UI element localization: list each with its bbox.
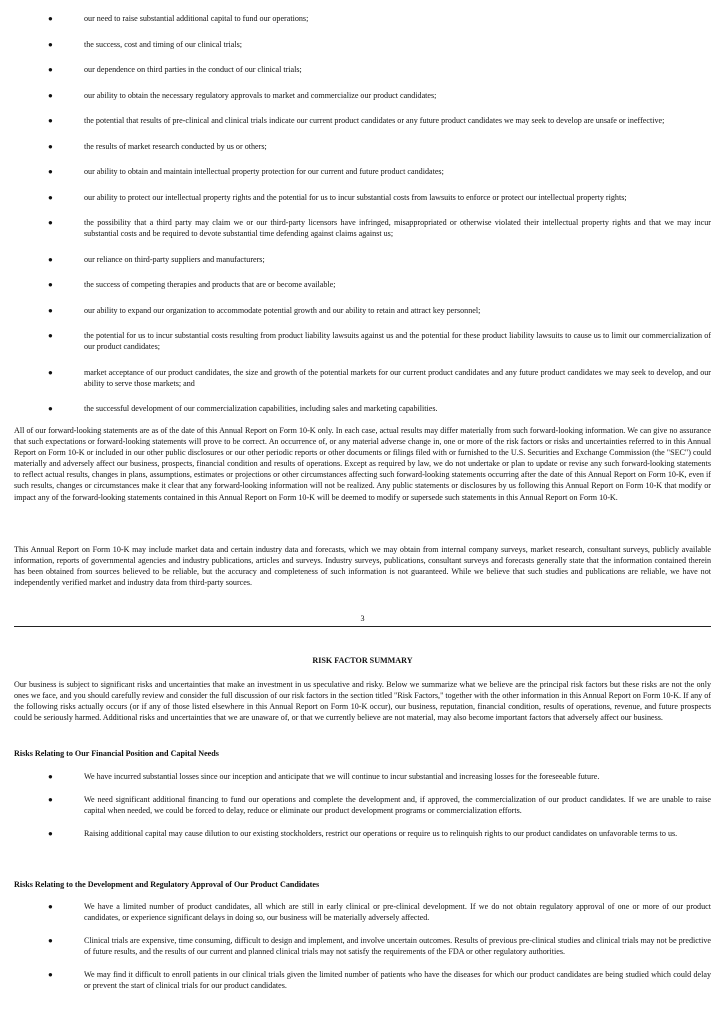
risk-summary-title: RISK FACTOR SUMMARY — [312, 656, 413, 665]
forward-looking-bullet-item — [14, 192, 711, 203]
forward-looking-bullet-text: our ability to expand our organization to accommodate potential growth and our ability to retain and attract key personnel; — [84, 305, 481, 315]
forward-looking-bullet-text: the success, cost and timing of our clinical trials; — [84, 39, 243, 49]
bullet-icon: ● — [48, 305, 53, 315]
page-break-rule — [14, 626, 711, 627]
bullet-icon: ● — [48, 772, 53, 781]
forward-looking-bullet-item — [14, 64, 711, 75]
development-risk-bullet-text: We have a limited number of product candidates, all which are still in early clinical or pre-clinical development. If we do not obtain regulatory approval of one or more of our product candidates, or experience significant delays in doing so, our business will be materially adversely affected. — [84, 902, 711, 922]
forward-looking-bullet-text: the potential for us to incur substantial costs resulting from product liability lawsuits against us and the potential for these product liability lawsuits to cause us to limit our commercialization of our product candidates; — [84, 331, 711, 351]
section-heading-development: Risks Relating to the Development and Regulatory Approval of Our Product Candidates — [14, 880, 320, 889]
bullet-icon: ● — [48, 218, 53, 227]
financial-risk-bullet-text: We need significant additional financing to fund our operations and complete the development and, if approved, the commercialization of our product candidates. If we are unable to raise capital when needed, we could be forced to delay, reduce or eliminate our product development programs or commercialization efforts. — [84, 795, 711, 815]
bullet-icon: ● — [48, 39, 53, 49]
forward-looking-bullet-text: the potential that results of pre-clinical and clinical trials indicate our current product candidates or any future product candidates we may seek to develop are unsafe or ineffective; — [84, 116, 665, 125]
forward-looking-bullet-text: the possibility that a third party may claim we or our third-party licensors have infringed, misappropriated or otherwise violated their intellectual property rights and that we may incur substantial costs and be required to devote substantial time defending against claims against us; — [84, 218, 711, 238]
forward-looking-bullet-item — [14, 279, 711, 290]
bullet-icon: ● — [48, 970, 53, 979]
forward-looking-bullet-item — [14, 115, 711, 126]
forward-looking-bullet-text: the successful development of our commercialization capabilities, including sales and marketing capabilities. — [84, 404, 438, 413]
forward-looking-bullet-item — [14, 217, 711, 239]
development-risk-bullet-text: Clinical trials are expensive, time consuming, difficult to design and implement, and involve uncertain outcomes. Results of previous pre-clinical studies and clinical trials may not be predictive of future results, and the results of our current and planned clinical trials may not satisfy the requirements of the FDA or other regulatory authorities. — [84, 936, 711, 956]
bullet-icon: ● — [48, 902, 53, 911]
financial-risk-bullet-item — [14, 828, 711, 839]
bullet-icon: ● — [48, 90, 53, 100]
section-heading-financial: Risks Relating to Our Financial Position and Capital Needs — [14, 749, 219, 758]
risk-summary-intro: Our business is subject to significant risks and uncertainties that make an investment in us speculative and risky. Below we summarize what we believe are the principal risk factors but these risks are not the only ones we face, and you should carefully review and consider the full discussion of our risk factors in the section titled "Risk Factors," together with the other information in this Annual Report on Form 10-K. If any of the following risks actually occurs (or if any of those listed elsewhere in this Annual Report on Form 10-K occur), our business, reputation, financial condition, results of operations, revenue, and future prospects could be seriously harmed. Additional risks and uncertainties that we are unaware of, or that we currently believe are not material, may also become important factors that adversely affect our business. — [14, 680, 711, 723]
bullet-icon: ● — [48, 795, 53, 804]
forward-looking-bullet-item — [14, 141, 711, 152]
forward-looking-bullet-text: our dependence on third parties in the conduct of our clinical trials; — [84, 65, 302, 74]
bullet-icon: ● — [48, 404, 53, 413]
forward-looking-bullet-item — [14, 403, 711, 414]
bullet-icon: ● — [48, 936, 53, 945]
forward-looking-bullet-list — [14, 13, 711, 429]
forward-looking-bullet-text: the success of competing therapies and products that are or become available; — [84, 280, 336, 289]
bullet-icon: ● — [48, 141, 53, 151]
development-risk-bullet-item — [14, 935, 711, 957]
forward-looking-bullet-item — [14, 39, 711, 50]
development-risk-bullet-text: We may find it difficult to enroll patients in our clinical trials given the limited number of patients who have the diseases for which our product candidates are being studied which could delay or prevent the start of clinical trials for our product candidates. — [84, 970, 711, 990]
forward-looking-bullet-item — [14, 367, 711, 389]
bullet-icon: ● — [48, 254, 53, 264]
financial-risk-list — [14, 771, 711, 851]
forward-looking-bullet-item — [14, 90, 711, 101]
forward-looking-bullet-text: our need to raise substantial additional capital to fund our operations; — [84, 14, 309, 23]
forward-looking-bullet-text: our ability to obtain the necessary regulatory approvals to market and commercialize our product candidates; — [84, 90, 437, 100]
market-data-paragraph: This Annual Report on Form 10-K may include market data and certain industry data and forecasts, which we may obtain from internal company surveys, market research, consultant surveys, publicly available information, reports of governmental agencies and industry publications, articles and surveys. Industry surveys, publications, consultant surveys and forecasts generally state that the information contained therein has been obtained from sources believed to be reliable, but the accuracy and completeness of such information is not guaranteed. While we believe that such studies and publications are reliable, we have not independently verified market and industry data from third-party sources. — [14, 545, 711, 588]
forward-looking-bullet-item — [14, 305, 711, 316]
bullet-icon: ● — [48, 116, 53, 125]
financial-risk-bullet-item — [14, 794, 711, 816]
bullet-icon: ● — [48, 829, 53, 838]
development-risk-list — [14, 901, 711, 1003]
forward-looking-bullet-text: market acceptance of our product candidates, the size and growth of the potential markets for our current product candidates and any future product candidates we may seek to develop, and our ability to serve those markets; and — [84, 367, 711, 388]
development-risk-bullet-item — [14, 901, 711, 923]
bullet-icon: ● — [48, 65, 53, 74]
financial-risk-bullet-text: Raising additional capital may cause dilution to our existing stockholders, restrict our operations or require us to relinquish rights to our product candidates on unfavorable terms to us. — [84, 829, 678, 838]
bullet-icon: ● — [48, 167, 53, 176]
forward-looking-paragraph: All of our forward-looking statements are as of the date of this Annual Report on Form 10-K only. In each case, actual results may differ materially from such forward-looking information. We can give no assurance that such expectations or forward-looking statements will prove to be correct. An occurrence of, or any material adverse change in, one or more of the risk factors or risks and uncertainties referred to in this Annual Report on Form 10-K or included in our other public disclosures or our other periodic reports or other documents or filings filed with or furnished to the U.S. Securities and Exchange Commission (the "SEC") could materially and adversely affect our business, prospects, financial condition and results of operations. Except as required by law, we do not undertake or plan to update or revise any such forward-looking statements to reflect actual results, changes in plans, assumptions, estimates or projections or other circumstances affecting such forward-looking statements occurring after the date of this Annual Report on Form 10-K, even if such results, changes or circumstances make it clear that any forward-looking information will not be realized. Any public statements or disclosures by us following this Annual Report on Form 10-K that modify or impact any of the forward-looking statements contained in this Annual Report on Form 10-K will be deemed to modify or supersede such statements in this Annual Report on Form 10-K. — [14, 426, 711, 502]
bullet-icon: ● — [48, 367, 53, 377]
bullet-icon: ● — [48, 280, 53, 289]
bullet-icon: ● — [48, 192, 53, 202]
forward-looking-bullet-text: our ability to obtain and maintain intellectual property protection for our current and future product candidates; — [84, 167, 444, 176]
forward-looking-bullet-text: our reliance on third-party suppliers and manufacturers; — [84, 254, 265, 264]
development-risk-bullet-item — [14, 969, 711, 991]
forward-looking-bullet-item — [14, 13, 711, 24]
bullet-icon: ● — [48, 331, 53, 340]
financial-risk-bullet-item — [14, 771, 711, 782]
forward-looking-bullet-text: our ability to protect our intellectual property rights and the potential for us to incur substantial costs from lawsuits to enforce or protect our intellectual property rights; — [84, 192, 627, 202]
forward-looking-bullet-text: the results of market research conducted by us or others; — [84, 141, 267, 151]
forward-looking-bullet-item — [14, 254, 711, 265]
bullet-icon: ● — [48, 14, 53, 23]
forward-looking-bullet-item — [14, 166, 711, 177]
financial-risk-bullet-text: We have incurred substantial losses since our inception and anticipate that we will continue to incur substantial and increasing losses for the foreseeable future. — [84, 772, 600, 781]
page-number: 3 — [360, 614, 365, 623]
forward-looking-bullet-item — [14, 330, 711, 352]
